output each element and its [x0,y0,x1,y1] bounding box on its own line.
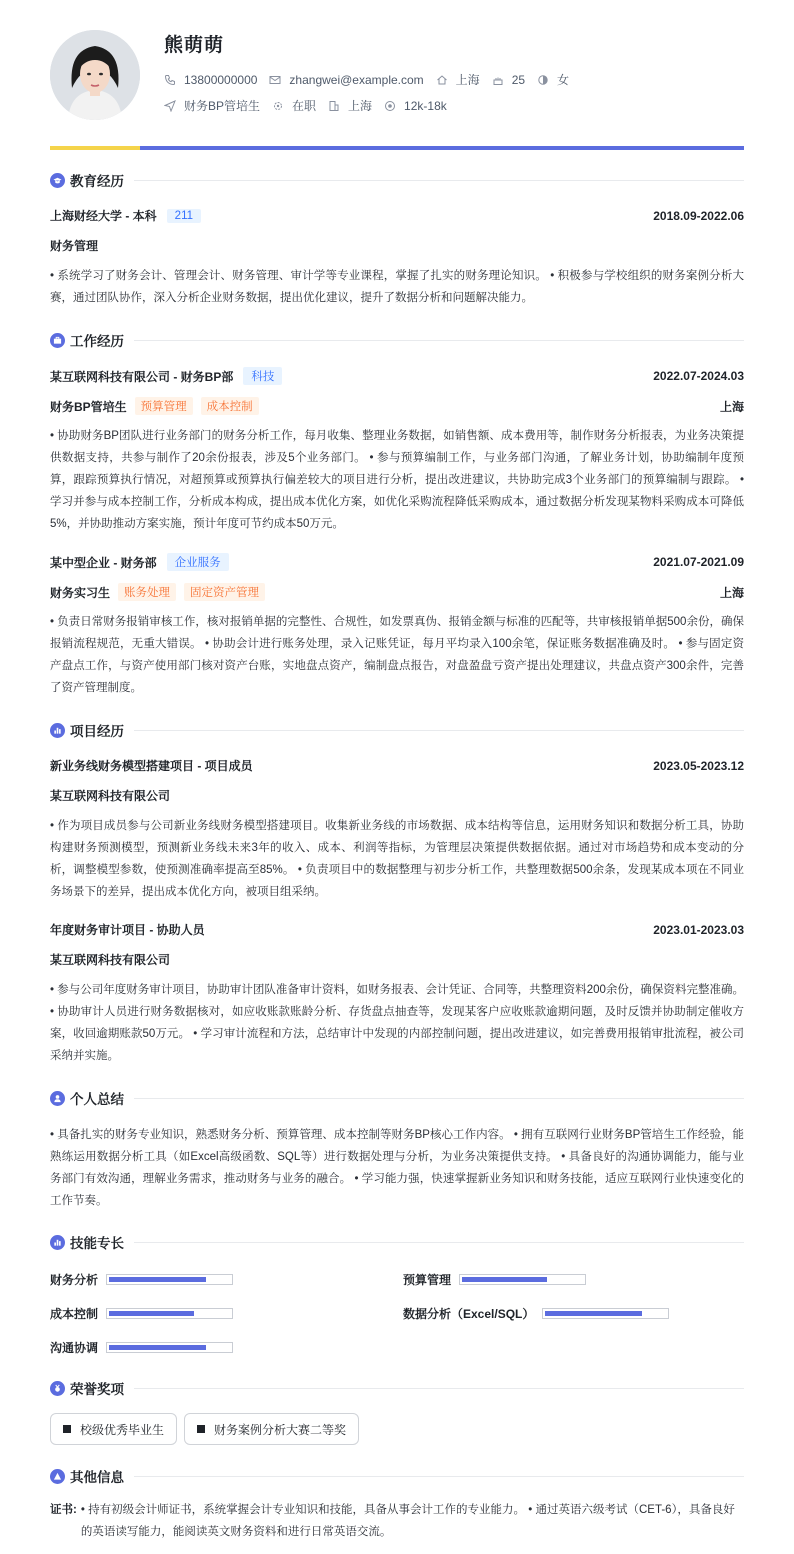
skill-name: 数据分析（Excel/SQL） [403,1307,535,1321]
industry-tag: 科技 [243,367,282,385]
target-role-text: 财务BP管培生 [184,99,261,113]
skill-item [50,1305,233,1322]
status-item [272,97,316,114]
other-text: • 持有初级会计师证书，系统掌握会计专业知识和技能，具备从事会计工作的专业能力。 • 通过英语六级考试（CET-6），具备良好的英语读写能力，能阅读英文财务资料和进行日常英语交流。 [80,1504,735,1538]
skill-level-bar [106,1342,233,1353]
section-projects [50,720,744,740]
project-period: 2023.05-2023.12 [653,758,744,773]
status-text: 在职 [292,99,317,113]
section-rule [134,1476,744,1477]
medal-icon [50,1381,65,1396]
project-title: 年度财务审计项目 - 协助人员 [50,923,205,937]
award-bullet-icon [63,1425,71,1433]
gender-item [537,71,569,88]
section-rule [134,1242,744,1243]
email-item [269,73,423,87]
education-description: • 系统学习了财务会计、管理会计、财务管理、审计学等专业课程，掌握了扎实的财务理论知识。 • 积极参与学校组织的财务案例分析大赛，通过团队协作，深入分析企业财务数据，提出优化建议，提升了数据分析和问题解决能力。 [50,270,744,304]
salary-text: 12k-18k [404,98,447,113]
skill-level-fill [109,1277,206,1282]
skill-level-bar [106,1308,233,1319]
age-text: 25 [511,72,526,87]
award-name: 校级优秀毕业生 [80,1422,165,1437]
building-icon [328,100,340,112]
education-header [50,207,744,224]
section-title-text: 项目经历 [70,724,124,739]
info-icon [50,1469,65,1484]
age-item [492,73,525,87]
project-description: • 作为项目成员参与公司新业务线财务模型搭建项目。收集新业务线的市场数据、成本结构等信息，运用财务知识和数据分析工具，协助构建财务预测模型，预测新业务线未来3年的收入、成本、利润等指标，为管理层决策提供数据依据。通过对市场趋势和成本变动的分析，调整模型参数，使预测准确率提高至85%。 • 负责项目中的数据整理与初步分析工作，共整理数据500余条，发现某成本项在不同业务场景下的差异，提出成本优化方向，被项目组采纳。 [50,820,744,898]
section-other [50,1466,744,1486]
project-title: 新业务线财务模型搭建项目 - 项目成员 [50,759,253,773]
education-period: 2018.09-2022.06 [653,208,744,223]
skill-item [403,1305,669,1322]
skill-level-bar [459,1274,586,1285]
award-bullet-icon [197,1425,205,1433]
work-period: 2021.07-2021.09 [653,555,744,569]
gender-icon [537,74,549,86]
skill-tag: 账务处理 [118,583,176,601]
skill-level-fill [109,1345,206,1350]
section-rule [134,730,744,731]
skill-level-bar [106,1274,233,1285]
award-item [50,1413,177,1445]
target-role-item [164,97,260,114]
location-text: 上海 [455,73,480,87]
section-title-text: 教育经历 [70,174,124,189]
section-rule [134,1388,744,1389]
section-title-text: 其他信息 [70,1470,124,1485]
award-item [184,1413,359,1445]
mail-icon [269,74,281,86]
send-icon [164,100,176,112]
project-header [50,921,744,938]
work-description: • 负责日常财务报销审核工作，核对报销单据的完整性、合规性，如发票真伪、报销金额与标准的匹配等，共审核报销单据500余份，确保报销流程规范，无重大错误。 • 协助会计进行账务处理，录入记账凭证，每月平均录入100余笔，保证账务数据准确及时。 • 参与固定资产盘点工作，与资产使用部门核对资产台账，实地盘点资产，编制盘点报告，对盘盈盘亏资产提出处理建议，共盘点资产300余件，完善了资产管理制度。 [50,616,744,694]
work-city: 上海 [719,585,744,600]
industry-tag: 企业服务 [167,553,229,571]
skill-tag: 预算管理 [135,397,193,415]
school-name: 上海财经大学 - 本科 [50,209,157,223]
home-icon [436,74,448,86]
work-description: • 协助财务BP团队进行业务部门的财务分析工作，每月收集、整理业务数据，如销售额、成本费用等，制作财务分析报表，为业务决策提供数据支持，共参与制作了20余份报表，涉及5个业务部门。 • 参与预算编制工作，与业务部门沟通，了解业务计划，协助编制年度预算，跟踪预算执行情况，对超预算或预算执行偏差较大的项目进行分析，提出改进建议，共协助完成3个业务部门的预算编制与跟踪。 • 学习并参与成本控制工作，分析成本构成，提出成本优化方案，如优化采购流程降低采购成本，通过数据分析发现某物料采购成本可降低5%，并协助推动方案实施，预计年度可节约成本50万元。 [50,430,744,530]
phone-item [164,73,257,87]
project-description: • 参与公司年度财务审计项目，协助审计团队准备审计资料，如财务报表、会计凭证、合同等，共整理资料200余份，确保资料完整准确。 • 协助审计人员进行财务数据核对，如应收账款账龄分析、存货盘点抽查等，发现某客户应收账款逾期问题，及时反馈并协助制定催收方案，收回逾期账款50万元。 • 学习审计流程和方法，总结审计中发现的内部控制问题，提出改进建议，如完善费用报销审批流程，被公司采纳并实施。 [50,984,744,1062]
work-position-row [50,583,744,601]
project-org: 某互联网科技有限公司 [50,953,171,967]
candidate-name: 熊萌萌 [164,35,225,56]
project-period: 2023.01-2023.03 [653,922,744,937]
skill-item [50,1271,233,1288]
target-city-text: 上海 [348,99,373,113]
salary-icon [384,100,396,112]
bar-chart-icon [50,1235,65,1250]
phone-text: 13800000000 [184,72,258,87]
skill-tag: 成本控制 [201,397,259,415]
contact-row [164,71,581,88]
position-title: 财务实习生 [50,585,111,600]
header-divider [50,146,744,150]
work-position-row [50,397,744,415]
work-header [50,367,744,385]
work-period: 2022.07-2024.03 [653,369,744,383]
other-label: 证书: [50,1504,77,1516]
section-rule [134,180,744,181]
target-city-item [328,97,372,114]
section-work [50,330,744,350]
avatar [50,30,140,120]
email-text: zhangwei@example.com [289,72,424,87]
education-major: 财务管理 [50,239,99,253]
project-org-row [50,787,744,804]
project-org-row [50,951,744,968]
section-title-text: 荣誉奖项 [70,1382,124,1397]
graduation-cap-icon [50,173,65,188]
section-title-text: 技能专长 [70,1236,124,1251]
resume-header [50,0,744,146]
salary-item [384,99,447,113]
project-header [50,757,744,774]
school-tag: 211 [167,209,201,223]
section-summary [50,1088,744,1108]
skill-name: 沟通协调 [50,1341,99,1355]
skill-level-fill [545,1311,642,1316]
summary-text: • 具备扎实的财务专业知识，熟悉财务分析、预算管理、成本控制等财务BP核心工作内容。 • 拥有互联网行业财务BP管培生工作经验，能熟练运用数据分析工具（如Excel高级函数、SQL等）进行数据处理与分析，为业务决策提供支持。 • 具备良好的沟通协调能力，能与业务部门有效沟通，理解业务需求，推动财务与业务的融合。 • 学习能力强，快速掌握新业务知识和财务技能，适应互联网行业快速变化的工作节奏。 [50,1129,744,1207]
company-name: 某互联网科技有限公司 - 财务BP部 [50,369,234,384]
job-intent-row [164,97,459,114]
section-title-text: 个人总结 [70,1092,124,1107]
section-skills [50,1232,744,1252]
project-org: 某互联网科技有限公司 [50,789,171,803]
work-header [50,553,744,571]
skill-name: 成本控制 [50,1307,99,1321]
briefcase-icon [50,333,65,348]
work-city: 上海 [719,399,744,414]
position-title: 财务BP管培生 [50,399,127,414]
skill-name: 财务分析 [50,1273,99,1287]
section-rule [134,340,744,341]
section-education [50,170,744,190]
company-name: 某中型企业 - 财务部 [50,555,157,570]
header-divider-accent [50,146,140,150]
skill-level-fill [462,1277,547,1282]
section-rule [134,1098,744,1099]
status-icon [272,100,284,112]
other-info [50,1499,744,1543]
skill-item [403,1271,586,1288]
skill-level-fill [109,1311,194,1316]
section-awards [50,1378,744,1398]
section-title-text: 工作经历 [70,334,124,349]
cake-icon [492,74,504,86]
gender-text: 女 [557,73,570,87]
skill-tag: 固定资产管理 [184,583,265,601]
skill-level-bar [542,1308,669,1319]
location-item [436,71,480,88]
award-name: 财务案例分析大赛二等奖 [214,1422,347,1437]
user-icon [50,1091,65,1106]
education-major-row [50,237,744,254]
chart-icon [50,723,65,738]
skill-name: 预算管理 [403,1273,452,1287]
phone-icon [164,74,176,86]
skill-item [50,1339,233,1356]
